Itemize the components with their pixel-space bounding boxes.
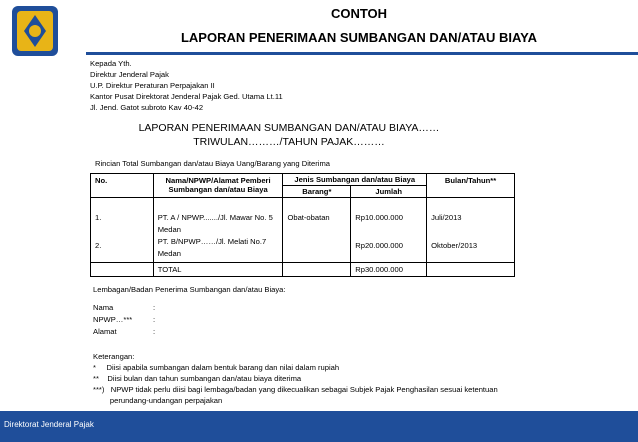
address-line: Kepada Yth. bbox=[90, 59, 132, 68]
header-no: No. bbox=[91, 174, 154, 198]
field-label-npwp: NPWP…*** bbox=[93, 315, 133, 324]
table-caption: Rincian Total Sumbangan dan/atau Biaya Uang/Barang yang Diterima bbox=[95, 159, 330, 168]
row-name: PT. A / NPWP......./Jl. Mawar No. 5 Medan bbox=[157, 213, 273, 234]
footer-label: Direktorat Jenderal Pajak bbox=[4, 420, 94, 429]
row-no: 2. bbox=[95, 241, 102, 250]
table-total-row bbox=[91, 263, 515, 277]
field-label-address: Alamat bbox=[93, 327, 117, 336]
row-month: Juli/2013 bbox=[431, 213, 462, 222]
donation-table bbox=[90, 173, 515, 277]
total-amount: Rp30.000.000 bbox=[351, 263, 427, 277]
row-amount: Rp10.000.000 bbox=[355, 213, 403, 222]
note-item: ** Diisi bulan dan tahun sumbangan dan/atau biaya diterima bbox=[93, 374, 302, 383]
row-goods: Obat-obatan bbox=[287, 213, 330, 222]
address-line: Direktur Jenderal Pajak bbox=[90, 70, 169, 79]
header-goods: Barang* bbox=[283, 186, 351, 198]
header-name: Nama/NPWP/Alamat Pemberi Sumbangan dan/atau Biaya bbox=[153, 174, 283, 198]
header-amount: Jumlah bbox=[351, 186, 427, 198]
field-value-address: : bbox=[153, 327, 156, 336]
note-item: perundang-undangan perpajakan bbox=[93, 396, 223, 405]
total-label: TOTAL bbox=[153, 263, 283, 277]
address-block bbox=[90, 58, 283, 113]
note-item: * Diisi apabila sumbangan dalam bentuk barang dan nilai dalam rupiah bbox=[93, 363, 340, 372]
header-divider bbox=[86, 52, 638, 55]
row-amount: Rp20.000.000 bbox=[355, 241, 403, 250]
address-line: Kantor Pusat Direktorat Jenderal Pajak Ged. Utama Lt.11 bbox=[90, 92, 283, 101]
note-item: ***) NPWP tidak perlu diisi bagi lembaga/badan yang dikecualikan sebagai Subjek Pajak Penghasilan sesuai ketentuan bbox=[93, 385, 498, 394]
header-month: Bulan/Tahun** bbox=[427, 174, 515, 198]
report-period: TRIWULAN………/TAHUN PAJAK……… bbox=[193, 136, 385, 148]
row-no: 1. bbox=[95, 213, 102, 222]
report-subtitle: LAPORAN PENERIMAAN SUMBANGAN DAN/ATAU BIAYA…… bbox=[138, 122, 440, 134]
page-title-line2: LAPORAN PENERIMAAN SUMBANGAN DAN/ATAU BIAYA bbox=[180, 30, 538, 45]
address-line: U.P. Direktur Peraturan Perpajakan II bbox=[90, 81, 215, 90]
header-type: Jenis Sumbangan dan/atau Biaya bbox=[283, 174, 427, 186]
footer-bar bbox=[0, 411, 638, 442]
recipient-heading: Lembagan/Badan Penerima Sumbangan dan/atau Biaya: bbox=[93, 285, 286, 294]
row-month: Oktober/2013 bbox=[431, 241, 478, 250]
notes-block bbox=[93, 351, 498, 406]
page-title-line1: CONTOH bbox=[330, 6, 388, 21]
field-value-npwp: : bbox=[153, 315, 156, 324]
address-line: Jl. Jend. Gatot subroto Kav 40-42 bbox=[90, 103, 204, 112]
recipient-fields bbox=[93, 302, 155, 338]
row-name: PT. B/NPWP……/Jl. Melati No.7 Medan bbox=[157, 237, 267, 258]
notes-heading: Keterangan: bbox=[93, 352, 135, 361]
field-value-name: : bbox=[153, 303, 156, 312]
field-label-name: Nama bbox=[93, 303, 114, 312]
